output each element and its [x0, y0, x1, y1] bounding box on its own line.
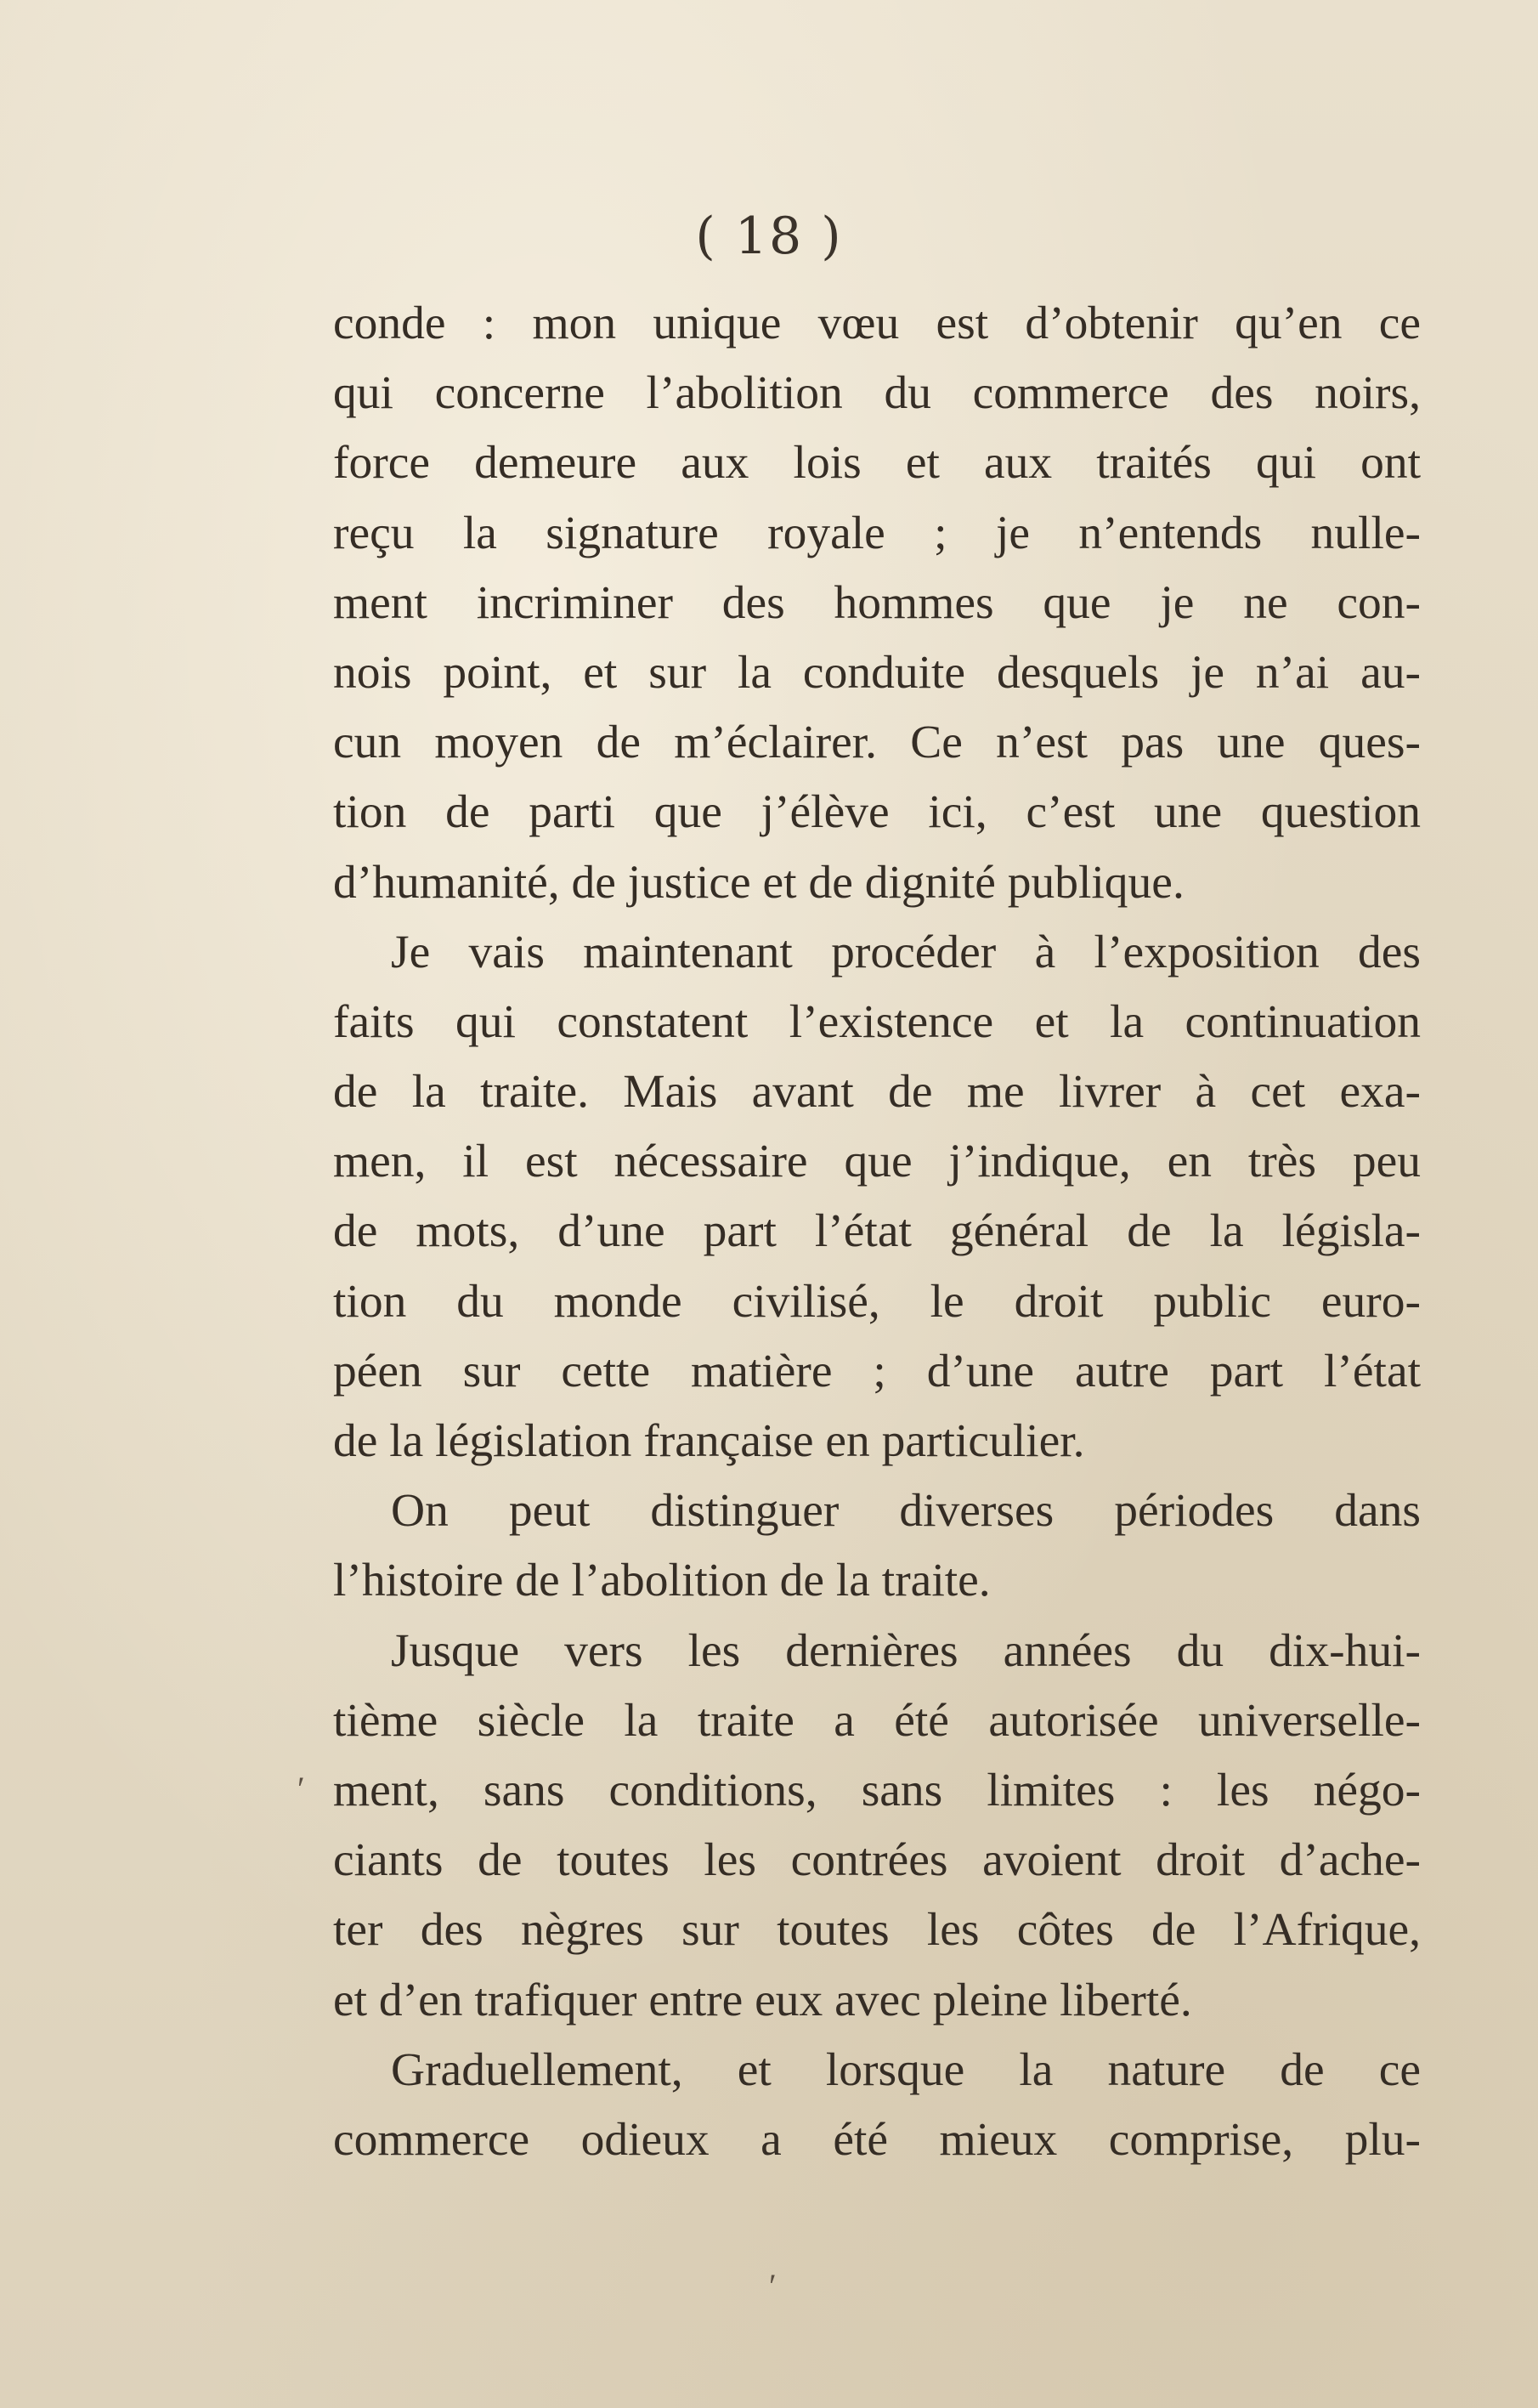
text-line: Je vais maintenant procéder à l’exposition des	[391, 926, 1421, 978]
text-line: de mots, d’une part l’état général de la législa-	[333, 1205, 1421, 1258]
text-line: qui concerne l’abolition du commerce des noirs,	[333, 367, 1421, 420]
text-line: tion de parti que j’élève ici, c’est une question	[333, 786, 1421, 839]
text-line: tion du monde civilisé, le droit public euro-	[333, 1275, 1421, 1328]
text-line: force demeure aux lois et aux traités qui ont	[333, 437, 1421, 490]
text-line: ment, sans conditions, sans limites : les négo-	[333, 1764, 1421, 1816]
text-line: l’histoire de l’abolition de la traite.	[333, 1555, 991, 1607]
text-line: péen sur cette matière ; d’une autre part l’état	[333, 1345, 1421, 1397]
text-line: nois point, et sur la conduite desquels je n’ai au-	[333, 646, 1421, 699]
text-line: commerce odieux a été mieux comprise, plu-	[333, 2113, 1421, 2166]
text-line: et d’en trafiquer entre eux avec pleine liberté.	[333, 1974, 1192, 2026]
text-line: cun moyen de m’éclairer. Ce n’est pas une ques-	[333, 717, 1421, 769]
text-line: reçu la signature royale ; je n’entends nulle-	[333, 507, 1421, 559]
text-line: de la législation française en particulier.	[333, 1415, 1085, 1467]
text-line: Jusque vers les dernières années du dix-hui-	[391, 1624, 1421, 1677]
body-text	[333, 289, 1421, 2175]
page-number: ( 18 )	[695, 207, 843, 266]
text-line: conde : mon unique vœu est d’obtenir qu’en ce	[333, 297, 1421, 349]
text-line: de la traite. Mais avant de me livrer à cet exa-	[333, 1066, 1421, 1119]
text-line: ment incriminer des hommes que je ne con-	[333, 576, 1421, 629]
text-line: ter des nègres sur toutes les côtes de l’Afrique,	[333, 1904, 1421, 1957]
text-line: men, il est nécessaire que j’indique, en très peu	[333, 1136, 1421, 1188]
text-line: On peut distinguer diverses périodes dans	[391, 1485, 1421, 1538]
ink-speck: ʹ	[769, 2267, 777, 2305]
text-line: Graduellement, et lorsque la nature de ce	[391, 2043, 1421, 2096]
ink-speck: ʹ	[297, 1770, 305, 1808]
text-line: ciants de toutes les contrées avoient droit d’ache-	[333, 1834, 1421, 1887]
text-line: d’humanité, de justice et de dignité publique.	[333, 856, 1185, 909]
text-line: tième siècle la traite a été autorisée universelle-	[333, 1694, 1421, 1747]
text-line: faits qui constatent l’existence et la continuation	[333, 995, 1421, 1048]
